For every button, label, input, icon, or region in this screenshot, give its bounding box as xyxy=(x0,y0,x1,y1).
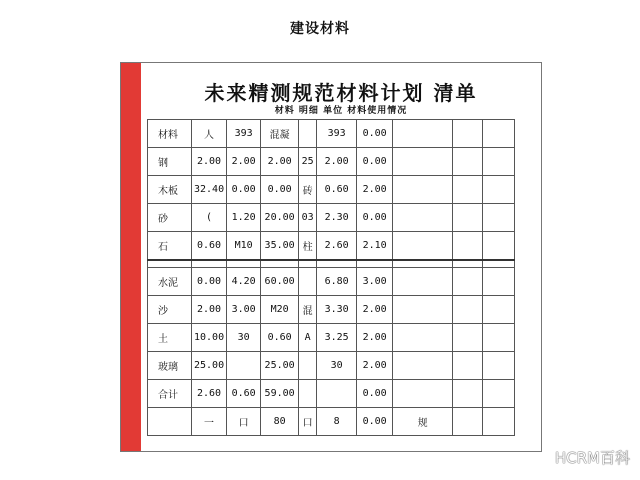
table-cell: 25.00 xyxy=(192,352,227,380)
table-cell xyxy=(357,260,393,268)
table-row xyxy=(148,324,515,352)
table-cell xyxy=(227,352,261,380)
table-cell: 钢 xyxy=(148,148,192,176)
table-cell: 25.00 xyxy=(261,352,299,380)
table-cell xyxy=(453,148,483,176)
table-cell: 混凝 xyxy=(261,120,299,148)
table-cell xyxy=(393,352,453,380)
table-cell: M10 xyxy=(227,232,261,261)
document-title: 未来精测规范材料计划 清单 xyxy=(204,81,478,105)
table-cell xyxy=(453,176,483,204)
table-cell: 0.00 xyxy=(227,176,261,204)
table-cell xyxy=(148,408,192,436)
table-cell xyxy=(393,296,453,324)
table-cell xyxy=(453,260,483,268)
table-cell xyxy=(148,260,192,268)
red-margin-band xyxy=(121,63,141,451)
table-cell xyxy=(393,324,453,352)
table-cell: 2.30 xyxy=(317,204,357,232)
table-cell: 合计 xyxy=(148,380,192,408)
table-cell xyxy=(299,260,317,268)
table-cell: 混 xyxy=(299,296,317,324)
table-cell xyxy=(483,352,515,380)
table-cell: 1.20 xyxy=(227,204,261,232)
table-cell: 2.00 xyxy=(357,352,393,380)
table-row xyxy=(148,296,515,324)
table-cell xyxy=(192,260,227,268)
table-cell: 石 xyxy=(148,232,192,261)
table-cell xyxy=(393,176,453,204)
table-cell: 20.00 xyxy=(261,204,299,232)
table-cell xyxy=(227,260,261,268)
table-cell xyxy=(393,120,453,148)
table-cell: 3.00 xyxy=(357,268,393,296)
table-cell: 砂 xyxy=(148,204,192,232)
table-row xyxy=(148,380,515,408)
table-cell xyxy=(483,148,515,176)
table-cell: 柱 xyxy=(299,232,317,261)
table-cell: M20 xyxy=(261,296,299,324)
table-cell xyxy=(393,148,453,176)
table-cell xyxy=(393,260,453,268)
table-row xyxy=(148,408,515,436)
table-cell: 规 xyxy=(393,408,453,436)
table-cell: 25 xyxy=(299,148,317,176)
table-cell: 沙 xyxy=(148,296,192,324)
table-cell: 0.60 xyxy=(227,380,261,408)
table-cell: 0.60 xyxy=(317,176,357,204)
table-cell xyxy=(299,120,317,148)
table-cell: 玻璃 xyxy=(148,352,192,380)
table-cell: 8 xyxy=(317,408,357,436)
table-cell xyxy=(483,324,515,352)
table-cell xyxy=(453,408,483,436)
table-cell xyxy=(299,352,317,380)
table-cell: 393 xyxy=(317,120,357,148)
table-cell xyxy=(393,232,453,261)
table-cell: 35.00 xyxy=(261,232,299,261)
table-row xyxy=(148,204,515,232)
table-cell: 393 xyxy=(227,120,261,148)
table-cell: 2.00 xyxy=(357,324,393,352)
data-table xyxy=(147,119,515,436)
table-cell xyxy=(453,352,483,380)
table-cell xyxy=(483,380,515,408)
table-cell: 0.60 xyxy=(192,232,227,261)
table-cell: 0.00 xyxy=(357,408,393,436)
table-cell: 土 xyxy=(148,324,192,352)
table-row xyxy=(148,352,515,380)
table-cell: ( xyxy=(192,204,227,232)
table-cell: 木板 xyxy=(148,176,192,204)
table-cell: 0.00 xyxy=(357,148,393,176)
table-cell xyxy=(317,260,357,268)
table-cell xyxy=(483,120,515,148)
table-cell: 砖 xyxy=(299,176,317,204)
table-cell xyxy=(483,408,515,436)
table-cell xyxy=(393,380,453,408)
table-cell xyxy=(393,268,453,296)
table-cell: 0.00 xyxy=(357,380,393,408)
table-cell xyxy=(483,176,515,204)
table-cell xyxy=(453,204,483,232)
table-cell xyxy=(453,380,483,408)
table-cell: 人 xyxy=(192,120,227,148)
table-cell: 口 xyxy=(299,408,317,436)
table-cell: 2.60 xyxy=(192,380,227,408)
table-row xyxy=(148,260,515,268)
table-row xyxy=(148,176,515,204)
table-cell: 80 xyxy=(261,408,299,436)
table-cell: 30 xyxy=(317,352,357,380)
table-cell: 2.00 xyxy=(357,296,393,324)
table-cell: 10.00 xyxy=(192,324,227,352)
table-cell xyxy=(483,296,515,324)
table-cell: 59.00 xyxy=(261,380,299,408)
table-cell: 2.00 xyxy=(317,148,357,176)
table-cell xyxy=(299,268,317,296)
document-sheet xyxy=(120,62,542,452)
table-row xyxy=(148,232,515,261)
table-cell: 2.00 xyxy=(192,296,227,324)
table-cell xyxy=(483,260,515,268)
table-cell: A xyxy=(299,324,317,352)
table-cell: 3.30 xyxy=(317,296,357,324)
table-cell xyxy=(453,120,483,148)
table-cell: 2.60 xyxy=(317,232,357,261)
table-cell: 2.00 xyxy=(227,148,261,176)
table-cell: 0.00 xyxy=(192,268,227,296)
table-cell: 32.40 xyxy=(192,176,227,204)
table-cell: 60.00 xyxy=(261,268,299,296)
table-cell: 水泥 xyxy=(148,268,192,296)
table-row xyxy=(148,120,515,148)
table-row xyxy=(148,268,515,296)
table-cell xyxy=(483,268,515,296)
table-cell xyxy=(261,260,299,268)
table-cell: 03 xyxy=(299,204,317,232)
watermark: HCRM百科 xyxy=(554,449,630,467)
table-cell: 2.00 xyxy=(192,148,227,176)
document-subtitle: 材料 明细 单位 材料使用情况 xyxy=(274,106,408,116)
table-cell: 材料 xyxy=(148,120,192,148)
table-cell: 0.60 xyxy=(261,324,299,352)
table-cell xyxy=(453,324,483,352)
table-cell xyxy=(453,232,483,261)
table-cell: 30 xyxy=(227,324,261,352)
table-cell: 4.20 xyxy=(227,268,261,296)
table-cell: 0.00 xyxy=(357,120,393,148)
table-cell xyxy=(453,268,483,296)
table-cell: 口 xyxy=(227,408,261,436)
table-cell xyxy=(483,204,515,232)
table-cell: 2.00 xyxy=(357,176,393,204)
table-row xyxy=(148,148,515,176)
top-caption: 建设材料 xyxy=(290,21,350,37)
table-cell: 0.00 xyxy=(261,176,299,204)
table-cell: 0.00 xyxy=(357,204,393,232)
table-cell: 3.00 xyxy=(227,296,261,324)
table-cell: 2.10 xyxy=(357,232,393,261)
table-cell xyxy=(393,204,453,232)
table-cell xyxy=(299,380,317,408)
table-cell: 一 xyxy=(192,408,227,436)
table-cell xyxy=(453,296,483,324)
table-cell xyxy=(483,232,515,261)
table-cell: 3.25 xyxy=(317,324,357,352)
table-cell: 6.80 xyxy=(317,268,357,296)
table-cell: 2.00 xyxy=(261,148,299,176)
table-cell xyxy=(317,380,357,408)
